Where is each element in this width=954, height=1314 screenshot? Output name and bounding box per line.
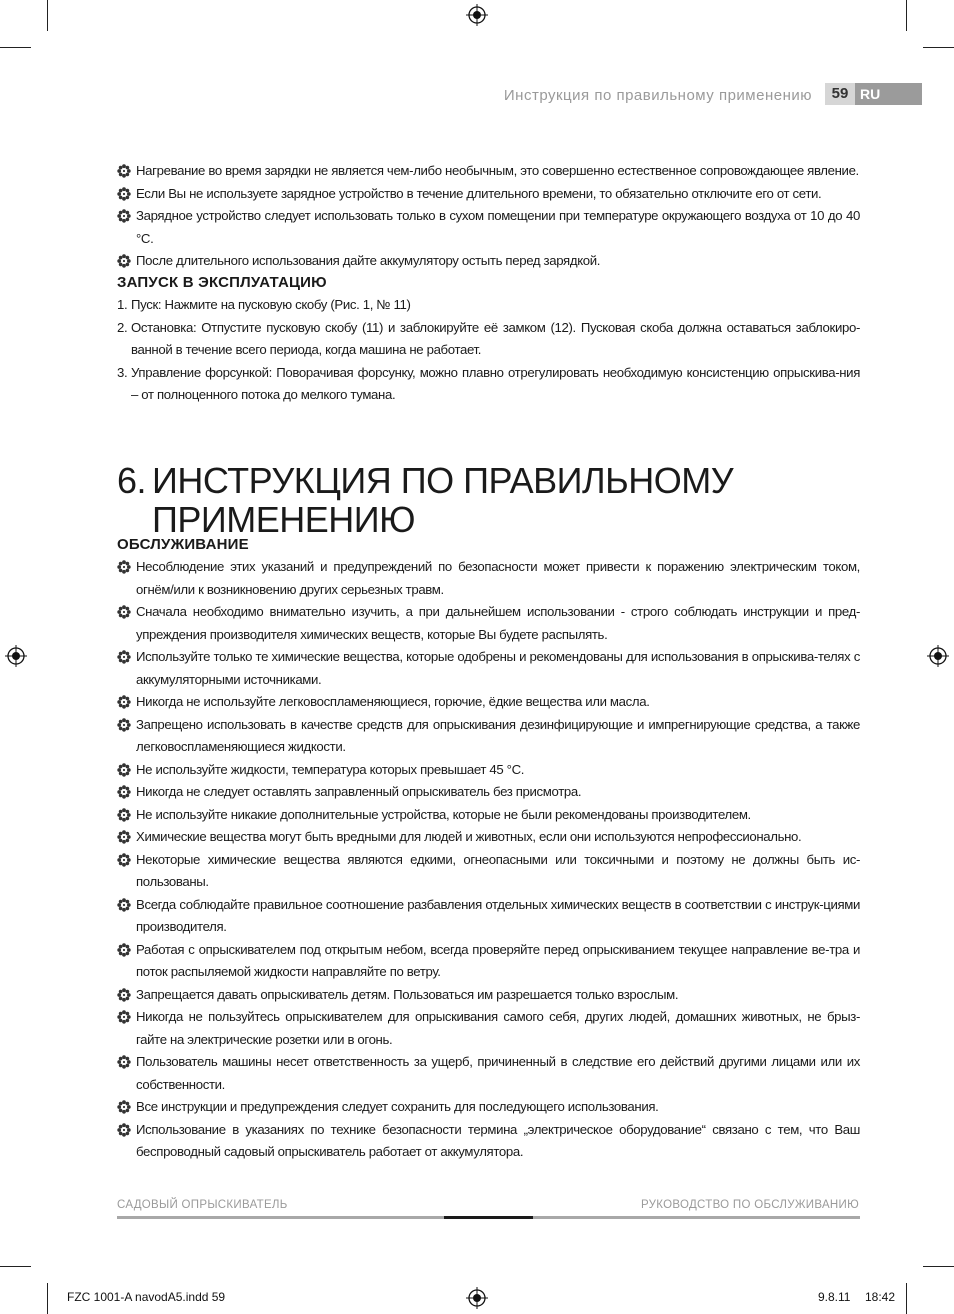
bullet-text: Никогда не пользуйтесь опрыскивателем для опрыскивания самого себя, других людей, домашних животных, не брыз-гайте на электрические розетки или в огонь.: [136, 1009, 860, 1047]
bullet-text: Запрещается давать опрыскиватель детям. Пользоваться им разрешается только взрослым.: [136, 986, 679, 1002]
registration-mark-icon: [466, 1287, 488, 1309]
flower-bullet-icon: [117, 943, 131, 957]
startup-section: [117, 272, 860, 407]
bullet-item: [117, 601, 860, 646]
bullet-item: [117, 1119, 860, 1164]
bullet-item: [117, 781, 860, 804]
crop-mark: [906, 1283, 907, 1314]
crop-mark: [906, 0, 907, 31]
registration-mark-icon: [927, 645, 949, 667]
bullet-item: [117, 1006, 860, 1051]
crop-mark: [923, 1266, 954, 1267]
top-bullet-section: [117, 160, 860, 273]
flower-bullet-icon: [117, 254, 131, 268]
bullet-text: Запрещено использовать в качестве средств для опрыскивания дезинфицирующие и импрегнирующие средства, а также легковоспламеняющиеся жидкости.: [136, 716, 860, 754]
bullet-text: Используйте только те химические вещества, которые одобрены и рекомендованы для использования в опрыскива-телях с аккумуляторными источниками.: [136, 649, 860, 687]
flower-bullet-icon: [117, 1123, 131, 1137]
bullet-text: Использование в указаниях по технике безопасности термина „электрическое оборудование“ связано с тем, что Ваш беспроводный садовый опрыскиватель работает от аккумулятора.: [136, 1121, 860, 1159]
startup-heading: ЗАПУСК В ЭКСПЛУАТАЦИЮ: [117, 274, 327, 291]
flower-bullet-icon: [117, 1055, 131, 1069]
flower-bullet-icon: [117, 785, 131, 799]
bullet-item: [117, 826, 860, 849]
step-text: Остановка: Отпустите пусковую скобу (11) и заблокируйте её замком (12). Пусковая скоба должна оставаться заблокиро-ванной в течение всего периода, когда машина не работает.: [131, 319, 860, 357]
running-header-title: Инструкция по правильному применению: [503, 87, 812, 104]
bullet-item: [117, 646, 860, 691]
flower-bullet-icon: [117, 605, 131, 619]
bullet-item: [117, 984, 860, 1007]
footer-rule: [533, 1216, 860, 1219]
bullet-text: Нагревание во время зарядки не является чем-либо необычным, это совершенно естественное сопровождающее явление.: [136, 163, 859, 178]
crop-mark: [0, 1266, 31, 1267]
bullet-text: Не используйте никакие дополнительные устройства, которые не были рекомендованы производителем.: [136, 806, 751, 822]
bullet-item: [117, 691, 860, 714]
numbered-step: [117, 317, 860, 362]
top-bullet-list: [117, 160, 860, 273]
footer-product-name: САДОВЫЙ ОПРЫСКИВАТЕЛЬ: [117, 1199, 288, 1211]
bullet-text: Зарядное устройство следует использовать только в сухом помещении при температуре окружающего воздуха от 10 до 40 °C.: [136, 208, 860, 246]
step-number: 2.: [117, 319, 128, 335]
crop-mark: [923, 47, 954, 48]
bullet-item: [117, 714, 860, 759]
numbered-step: [117, 362, 860, 407]
flower-bullet-icon: [117, 164, 131, 178]
bullet-text: Если Вы не используете зарядное устройство в течение длительного времени, то обязательно отключите его от сети.: [136, 185, 822, 201]
bullet-item: [117, 1096, 860, 1119]
flower-bullet-icon: [117, 830, 131, 844]
footer-rule: [117, 1216, 444, 1219]
maintenance-bullet-list: [117, 556, 860, 1164]
bullet-text: Химические вещества могут быть вредными для людей и животных, если они используются непрофессионально.: [136, 829, 802, 844]
bullet-item: [117, 1051, 860, 1096]
chapter-title: [117, 461, 857, 539]
bullet-item: [117, 205, 860, 250]
bullet-item: [117, 160, 860, 183]
crop-mark: [47, 1283, 48, 1314]
flower-bullet-icon: [117, 898, 131, 912]
bullet-text: Некоторые химические вещества являются едкими, огнеопасными или токсичными и поэтому не должны быть ис-пользованы.: [136, 851, 860, 889]
maintenance-section: [117, 534, 860, 1164]
registration-mark-icon: [466, 4, 488, 26]
chapter-heading: ИНСТРУКЦИЯ ПО ПРАВИЛЬНОМУ ПРИМЕНЕНИЮ: [152, 460, 734, 541]
flower-bullet-icon: [117, 1010, 131, 1024]
bullet-text: Никогда не используйте легковоспламеняющиеся, горючие, ёдкие вещества или масла.: [136, 694, 650, 709]
footer-manual-name: РУКОВОДСТВО ПО ОБСЛУЖИВАНИЮ: [640, 1199, 859, 1211]
bullet-text: После длительного использования дайте аккумулятору остыть перед зарядкой.: [136, 253, 601, 268]
flower-bullet-icon: [117, 187, 131, 201]
flower-bullet-icon: [117, 763, 131, 777]
chapter-number: 6.: [117, 460, 147, 502]
footer-rule-accent: [444, 1216, 533, 1219]
bullet-item: [117, 759, 860, 782]
bullet-item: [117, 556, 860, 601]
step-number: 3.: [117, 364, 128, 380]
maintenance-heading: ОБСЛУЖИВАНИЕ: [117, 536, 249, 553]
bullet-text: Сначала необходимо внимательно изучить, а при дальнейшем использовании - строго соблюдать инструкции и пред-упреждения производителя химических веществ, которые Вы будете распылять.: [136, 604, 860, 642]
flower-bullet-icon: [117, 695, 131, 709]
slug-filename: FZC 1001-A navodA5.indd 59: [67, 1290, 226, 1304]
bullet-text: Работая с опрыскивателем под открытым небом, всегда проверяйте перед опрыскиванием текущее направление ве-тра и поток распыляемой жидкости направляйте по ветру.: [136, 941, 860, 979]
bullet-item: [117, 250, 860, 273]
registration-mark-icon: [5, 645, 27, 667]
bullet-text: Не используйте жидкости, температура которых превышает 45 °C.: [136, 761, 525, 777]
startup-steps-list: [117, 294, 860, 407]
step-number: 1.: [117, 297, 128, 312]
bullet-item: [117, 183, 860, 206]
bullet-item: [117, 804, 860, 827]
step-text: Управление форсункой: Поворачивая форсунку, можно плавно отрегулировать необходимую консистенцию опрыскива-ния – от полноценного потока до мелкого тумана.: [131, 364, 860, 402]
flower-bullet-icon: [117, 988, 131, 1002]
bullet-text: Все инструкции и предупреждения следует сохранить для последующего использования.: [136, 1099, 659, 1114]
flower-bullet-icon: [117, 718, 131, 732]
language-badge: RU: [855, 83, 922, 105]
slug-date: 9.8.11: [818, 1290, 851, 1304]
flower-bullet-icon: [117, 1100, 131, 1114]
flower-bullet-icon: [117, 650, 131, 664]
bullet-text: Никогда не следует оставлять заправленный опрыскиватель без присмотра.: [136, 784, 582, 799]
page-number: 59: [825, 83, 855, 105]
flower-bullet-icon: [117, 808, 131, 822]
flower-bullet-icon: [117, 853, 131, 867]
flower-bullet-icon: [117, 560, 131, 574]
bullet-item: [117, 894, 860, 939]
crop-mark: [47, 0, 48, 31]
numbered-step: [117, 294, 860, 317]
flower-bullet-icon: [117, 209, 131, 223]
bullet-item: [117, 939, 860, 984]
bullet-item: [117, 849, 860, 894]
bullet-text: Пользователь машины несет ответственность за ущерб, причиненный в следствие его действий другими лицами или их собственности.: [136, 1054, 860, 1092]
bullet-text: Несоблюдение этих указаний и предупреждений по безопасности может привести к поражению электрическим током, огнём/или к возникновению других серьезных травм.: [136, 559, 860, 597]
bullet-text: Всегда соблюдайте правильное соотношение разбавления отдельных химических веществ в соответствии с инструк-циями производителя.: [136, 896, 860, 934]
slug-time: 18:42: [865, 1290, 896, 1304]
crop-mark: [0, 47, 31, 48]
step-text: Пуск: Нажмите на пусковую скобу (Рис. 1, № 11): [131, 297, 411, 312]
